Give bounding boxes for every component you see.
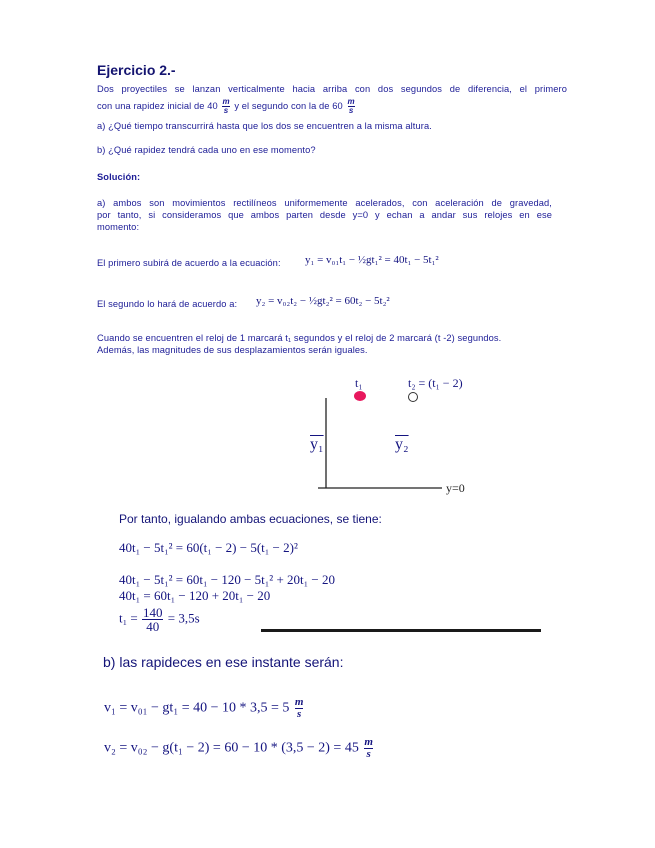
v1-unit: $\frac{m}{s}$ <box>294 696 304 720</box>
problem-line-2-start: con una rapidez inicial de 40 <box>97 100 218 111</box>
equation-1: 40t₁ − 5t₁² = 60(t₁ − 2) − 5(t₁ − 2)² <box>119 540 298 555</box>
t2-label: t₂ = (t₁ − 2) <box>408 376 463 390</box>
problem-line-1: Dos proyectiles se lanzan verticalmente hacia arriba con dos segundos de diferencia, el primero <box>97 84 567 94</box>
second-equation: y₂ = v₀₂t₂ − ½gt₂² = 60t₂ − 5t₂² <box>256 295 390 307</box>
problem-line-2 <box>97 98 357 115</box>
equation-3: 40t₁ = 60t₁ − 120 + 20t₁ − 20 <box>119 588 271 603</box>
v1-equation <box>104 697 305 720</box>
equation-4-suffix: = 3,5s <box>167 610 200 626</box>
divider-bar <box>261 629 541 632</box>
exercise-title: Ejercicio 2.- <box>97 62 176 78</box>
solution-para-line-1: a) ambos son movimientos rectilíneos uniformemente acelerados, con aceleración de gravedad, <box>97 198 552 208</box>
solution-para2-line-1: Cuando se encuentren el reloj de 1 marcará t₁ segundos y el reloj de 2 marcará (t -2) segundos. <box>97 333 502 343</box>
solution-heading: Solución: <box>97 172 141 182</box>
derivation-intro: Por tanto, igualando ambas ecuaciones, se tiene: <box>119 512 382 526</box>
solution-para-line-2: por tanto, si consideramos que ambos parten desde y=0 y echan a andar sus relojes en ese <box>97 210 552 220</box>
y2-label: y₂ <box>395 436 409 453</box>
first-label: El primero subirá de acuerdo a la ecuación: <box>97 258 281 268</box>
projectile-1-dot <box>354 391 366 401</box>
v1-expression: v₁ = v₀₁ − gt₁ = 40 − 10 * 3,5 = 5 <box>104 700 290 716</box>
question-b: b) ¿Qué rapidez tendrá cada uno en ese momento? <box>97 145 316 155</box>
problem-line-2-middle: y el segundo con la de 60 <box>234 100 343 111</box>
axis-label: y=0 <box>446 481 465 495</box>
v2-expression: v₂ = v₀₂ − g(t₁ − 2) = 60 − 10 * (3,5 − 2) = 45 <box>104 740 359 756</box>
equation-2: 40t₁ − 5t₁² = 60t₁ − 120 − 5t₁² + 20t₁ − 20 <box>119 572 336 587</box>
second-label: El segundo lo hará de acuerdo a: <box>97 299 238 309</box>
equation-4-fraction: $\frac{140}{40}$ <box>142 605 163 634</box>
solution-para2-line-2: Además, las magnitudes de sus desplazamientos serán iguales. <box>97 345 368 355</box>
equation-4 <box>119 606 200 633</box>
y1-label: y₁ <box>310 436 324 453</box>
part-b-heading: b) las rapideces en ese instante serán: <box>103 654 344 670</box>
projectile-2-dot <box>409 393 418 402</box>
unit-fraction-2: $\frac{m}{s}$ <box>347 97 355 115</box>
v2-equation <box>104 737 375 760</box>
question-a: a) ¿Qué tiempo transcurrirá hasta que los dos se encuentren a la misma altura. <box>97 121 432 131</box>
solution-para-line-3: momento: <box>97 222 140 232</box>
diagram <box>300 370 500 500</box>
first-equation: y₁ = v₀₁t₁ − ½gt₁² = 40t₁ − 5t₁² <box>305 254 439 266</box>
t1-label: t₁ <box>355 376 363 390</box>
v2-unit: $\frac{m}{s}$ <box>364 736 373 760</box>
unit-fraction-1: $\frac{m}{s}$ <box>222 97 230 115</box>
equation-4-prefix: t₁ = <box>119 610 138 626</box>
